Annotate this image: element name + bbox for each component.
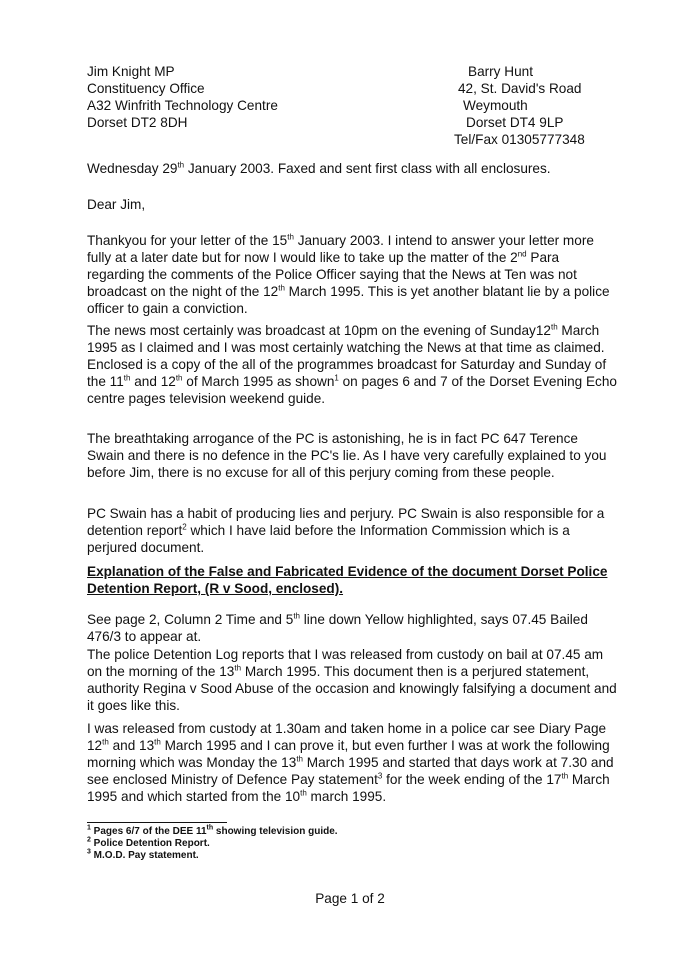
- recipient-name: Barry Hunt: [468, 64, 533, 79]
- para-text: March 1995 as I claimed and I was most certainly watching the News at that time as claimed. Enclosed is a copy of the all of the programmes broadcast for Saturday and Sunday of the 11: [87, 323, 607, 389]
- date-line: [87, 160, 617, 177]
- para-text: March 1995. This is yet another blatant lie by a police officer to gain a conviction.: [87, 284, 610, 316]
- sender-address-line: Constituency Office: [87, 81, 205, 96]
- ordinal-sup: th: [177, 160, 185, 170]
- footnote: [87, 826, 338, 838]
- ordinal-sup: th: [234, 663, 242, 673]
- sender-address-block: [87, 63, 278, 131]
- para-text: Thankyou for your letter of the 15: [87, 233, 288, 248]
- paragraph-5: [87, 611, 617, 645]
- para-text: March 1995 and started that days work at 7.30 and see enclosed Ministry of Defence Pay statement: [87, 755, 614, 787]
- para-text: which I have laid before the Information Commission which is a perjured document.: [87, 523, 570, 555]
- ordinal-sup: th: [154, 737, 161, 747]
- sender-address-line: A32 Winfrith Technology Centre: [87, 98, 278, 113]
- paragraph-3: The breathtaking arrogance of the PC is astonishing, he is in fact PC 647 Terence Swain and there is no defence in the PC's lie. As I have very carefully explained to you before Jim, there is no excuse for all of this perjury coming from these people.: [87, 431, 607, 480]
- ordinal-sup: th: [550, 322, 558, 332]
- footnote-text: Police Detention Report.: [90, 838, 210, 849]
- recipient-phone: Tel/Fax 01305777348: [454, 132, 585, 147]
- paragraph-4: [87, 505, 617, 556]
- para-text: on pages 6 and 7 of the Dorset Evening Echo centre pages television weekend guide.: [87, 374, 617, 406]
- footnote-ref: 3: [377, 771, 383, 781]
- sender-address-line: Dorset DT2 8DH: [87, 115, 188, 130]
- footnote-ref: 2: [182, 522, 187, 532]
- para-text: The news most certainly was broadcast at 10pm on the evening of Sunday12: [87, 323, 551, 338]
- section-heading: Explanation of the False and Fabricated Evidence of the document Dorset Police Detention Report, (R v Sood, enclosed).: [87, 564, 608, 596]
- date-text: January 2003. Faxed and sent first class with all enclosures.: [184, 161, 551, 176]
- ordinal-sup: th: [102, 737, 109, 747]
- ordinal-sup: th: [287, 232, 294, 242]
- paragraph-6: [87, 646, 617, 714]
- para-text: for the week ending of the 17: [382, 772, 562, 787]
- ordinal-sup: th: [123, 373, 131, 383]
- date-text: Wednesday 29: [87, 161, 178, 176]
- para-text: March 1995. This document then is a perjured statement, authority Regina v Sood Abuse of the occasion and knowingly falsifying a document and it goes like this.: [87, 664, 617, 713]
- para-text: Para regarding the comments of the Police Officer saying that the News at Ten was not broadcast on the night of the 12: [87, 250, 577, 299]
- sender-name: Jim Knight MP: [87, 64, 175, 79]
- para-text: line down Yellow highlighted, says 07.45 Bailed 476/3 to appear at.: [87, 612, 588, 644]
- footnote: [87, 838, 338, 850]
- para-text: march 1995.: [306, 789, 387, 804]
- paragraph-7: [87, 720, 617, 805]
- ordinal-sup: th: [293, 611, 300, 621]
- ordinal-sup: th: [296, 754, 303, 764]
- footnote-text: M.O.D. Pay statement.: [90, 850, 199, 861]
- para-text: of March 1995 as shown: [182, 374, 335, 389]
- footnote-text: Pages 6/7 of the DEE 11: [90, 826, 207, 837]
- para-text: and 12: [130, 374, 176, 389]
- ordinal-sup: th: [300, 788, 307, 798]
- para-text: January 2003. I intend to answer your letter more fully at a later date but for now I would like to take up the matter of the 2: [87, 233, 594, 265]
- salutation: Dear Jim,: [87, 197, 146, 212]
- footnote: [87, 850, 338, 862]
- footnote-text: showing television guide.: [213, 826, 338, 837]
- para-text: March 1995 and which started from the 10: [87, 772, 610, 804]
- para-text: See page 2, Column 2 Time and 5: [87, 612, 294, 627]
- para-text: March 1995 and I can prove it, but even further I was at work the following morning which was Monday the 13: [87, 738, 610, 770]
- ordinal-sup: th: [278, 283, 285, 293]
- footnote-number: 3: [87, 848, 91, 856]
- recipient-address-line: 42, St. David's Road: [458, 81, 582, 96]
- recipient-address-line: Weymouth: [463, 98, 528, 113]
- footnote-number: 1: [87, 824, 91, 832]
- ordinal-sup: th: [206, 824, 214, 832]
- page-number: Page 1 of 2: [315, 891, 385, 906]
- ordinal-sup: th: [175, 373, 183, 383]
- recipient-address-line: Dorset DT4 9LP: [466, 115, 564, 130]
- footnote-number: 2: [87, 836, 91, 844]
- footnote-ref: 1: [334, 373, 339, 383]
- footnotes: [87, 826, 338, 862]
- footnote-divider: [87, 822, 227, 823]
- para-text: The police Detention Log reports that I was released from custody on bail at 07.45 am on the morning of the 13: [87, 647, 604, 679]
- para-text: and 13: [108, 738, 155, 753]
- ordinal-sup: th: [561, 771, 569, 781]
- para-text: PC Swain has a habit of producing lies and perjury. PC Swain is also responsible for a detention report: [87, 506, 605, 538]
- paragraph-1: [87, 232, 617, 317]
- paragraph-2: [87, 322, 617, 407]
- ordinal-sup: nd: [517, 249, 527, 259]
- recipient-address-block: [454, 63, 585, 148]
- para-text: I was released from custody at 1.30am and taken home in a police car see Diary Page 12: [87, 721, 607, 753]
